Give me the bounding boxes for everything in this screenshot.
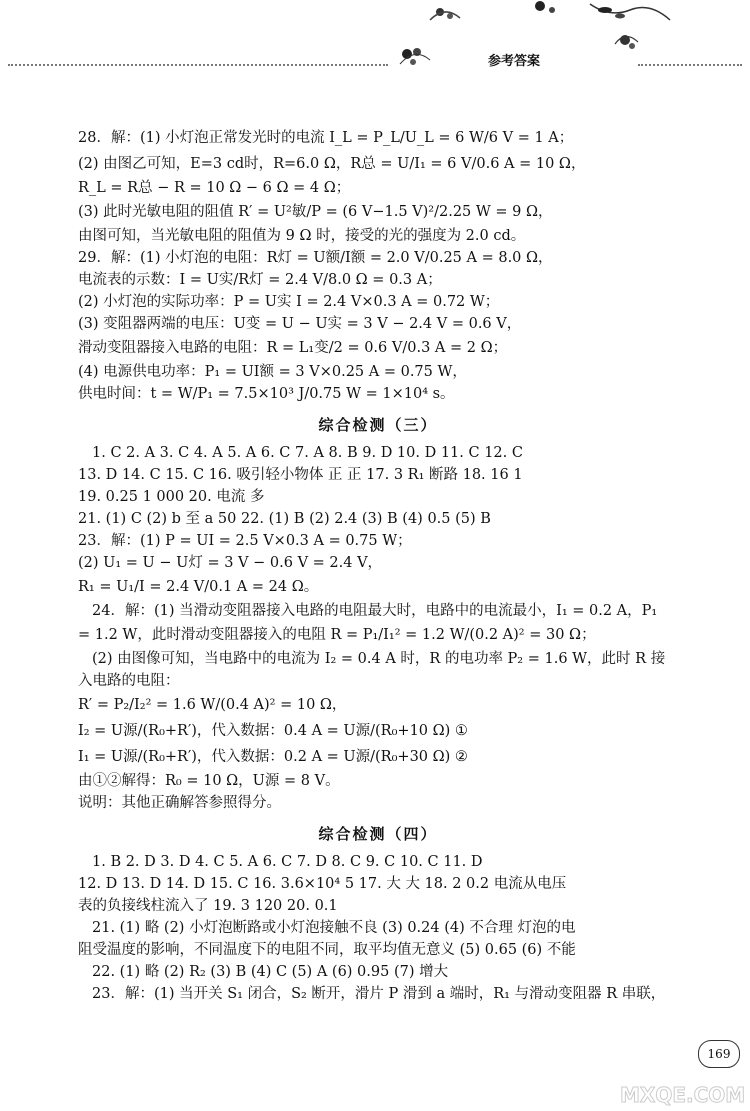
answer-line: 滑动变阻器接入电路的电阻：R = L₁变/2 = 0.6 V/0.3 A = 2 Ω； (78, 340, 508, 356)
answer-line: 21. (1) C (2) b 至 a 50 22. (1) B (2) 2.4 (3) B (4) 0.5 (5) B (78, 511, 491, 527)
answer-line: 28．解：(1) 小灯泡正常发光时的电流 I_L = P_L/U_L = 6 W/6 V = 1 A； (78, 130, 574, 146)
answer-line: 23．解：(1) 当开关 S₁ 闭合，S₂ 断开，滑片 P 滑到 a 端时，R₁ 与滑动变阻器 R 串联， (92, 986, 666, 1002)
answer-line: 19. 0.25 1 000 20. 电流 多 (78, 489, 265, 505)
answer-content (78, 125, 678, 1005)
answer-line: R_L = R总 − R = 10 Ω − 6 Ω = 4 Ω； (78, 180, 351, 196)
answer-line: 说明：其他正确解答参照得分。 (78, 795, 281, 811)
page-number: 169 (698, 1040, 740, 1068)
running-header-title: 参考答案 (488, 54, 541, 69)
svg-text:MXQE.COM: MXQE.COM (620, 1083, 746, 1107)
header-rule-right (638, 64, 742, 66)
answer-line: (2) U₁ = U − U灯 = 3 V − 0.6 V = 2.4 V， (78, 555, 383, 571)
answer-line: 供电时间：t = W/P₁ = 7.5×10³ J/0.75 W = 1×10⁴ s。 (78, 386, 455, 402)
section-heading-3: 综合检测（三） (318, 416, 438, 434)
answer-line: (3) 变阻器两端的电压：U变 = U − U实 = 3 V − 2.4 V = 0.6 V， (78, 316, 522, 332)
answer-line: (2) 由图像可知，当电路中的电流为 I₂ = 0.4 A 时，R 的电功率 P₂ = 1.6 W，此时 R 接 (92, 651, 666, 667)
answer-line: 由图可知，当光敏电阻的阻值为 9 Ω 时，接受的光的强度为 2.0 cd。 (78, 228, 526, 244)
answer-line: (2) 由图乙可知，E=3 cd时，R=6.0 Ω，R总 = U/I₁ = 6 V/0.6 A = 10 Ω， (78, 156, 586, 172)
answer-line: I₁ = U源/(R₀+R′)，代入数据：0.2 A = U源/(R₀+30 Ω) ② (78, 749, 468, 765)
answer-line: R₁ = U₁/I = 2.4 V/0.1 A = 24 Ω。 (78, 579, 319, 595)
answer-line: 1. B 2. D 3. D 4. C 5. A 6. C 7. D 8. C 9. C 10. C 11. D (92, 854, 483, 870)
answer-line: 电流表的示数：I = U实/R灯 = 2.4 V/8.0 Ω = 0.3 A； (78, 272, 442, 288)
answer-line: 23．解：(1) P = UI = 2.5 V×0.3 A = 0.75 W； (78, 533, 412, 549)
answer-line: 1. C 2. A 3. C 4. A 5. A 6. C 7. A 8. B 9. D 10. D 11. C 12. C (92, 445, 523, 461)
answer-line: 24．解：(1) 当滑动变阻器接入电路的电阻最大时，电路中的电流最小，I₁ = 0.2 A，P₁ (92, 603, 658, 619)
floral-ornament-icon (420, 0, 750, 60)
answer-line: R′ = P₂/I₂² = 1.6 W/(0.4 A)² = 10 Ω， (78, 697, 347, 713)
answer-line: (4) 电源供电功率：P₁ = UI额 = 3 V×0.25 A = 0.75 W， (78, 364, 467, 380)
answer-line: 22. (1) 略 (2) R₂ (3) B (4) C (5) A (6) 0.95 (7) 增大 (92, 964, 449, 980)
answer-line: 29．解：(1) 小灯泡的电阻：R灯 = U额/I额 = 2.0 V/0.25 A = 8.0 Ω， (78, 250, 553, 266)
answer-line: 12. D 13. D 14. D 15. C 16. 3.6×10⁴ 5 17. 大 大 18. 2 0.2 电流从电压 (78, 876, 567, 892)
answer-line: = 1.2 W，此时滑动变阻器接入的电阻 R = P₁/I₁² = 1.2 W/(0.2 A)² = 30 Ω； (78, 627, 596, 643)
header-rule-left (8, 64, 388, 66)
answer-line: I₂ = U源/(R₀+R′)，代入数据：0.4 A = U源/(R₀+10 Ω) ① (78, 723, 468, 739)
answer-line: 阻受温度的影响，不同温度下的电阻不同，取平均值无意义 (5) 0.65 (6) 不能 (78, 942, 576, 958)
section-heading-4: 综合检测（四） (318, 825, 438, 843)
answer-line: 21. (1) 略 (2) 小灯泡断路或小灯泡接触不良 (3) 0.24 (4) 不合理 灯泡的电 (92, 920, 576, 936)
answer-line: (3) 此时光敏电阻的阻值 R′ = U²敏/P = (6 V−1.5 V)²/2.25 W = 9 Ω， (78, 204, 553, 220)
answer-line: (2) 小灯泡的实际功率：P = U实 I = 2.4 V×0.3 A = 0.72 W； (78, 294, 500, 310)
answer-line: 表的负接线柱流入了 19. 3 120 20. 0.1 (78, 898, 338, 914)
watermark-logo (618, 1058, 748, 1108)
answer-line: 13. D 14. C 15. C 16. 吸引轻小物体 正 正 17. 3 R₁ 断路 18. 16 1 (78, 467, 523, 483)
answer-line: 入电路的电阻： (78, 673, 180, 689)
answer-line: 由①②解得：R₀ = 10 Ω，U源 = 8 V。 (78, 773, 340, 789)
page-header (0, 0, 750, 90)
flower-icon (395, 42, 435, 72)
